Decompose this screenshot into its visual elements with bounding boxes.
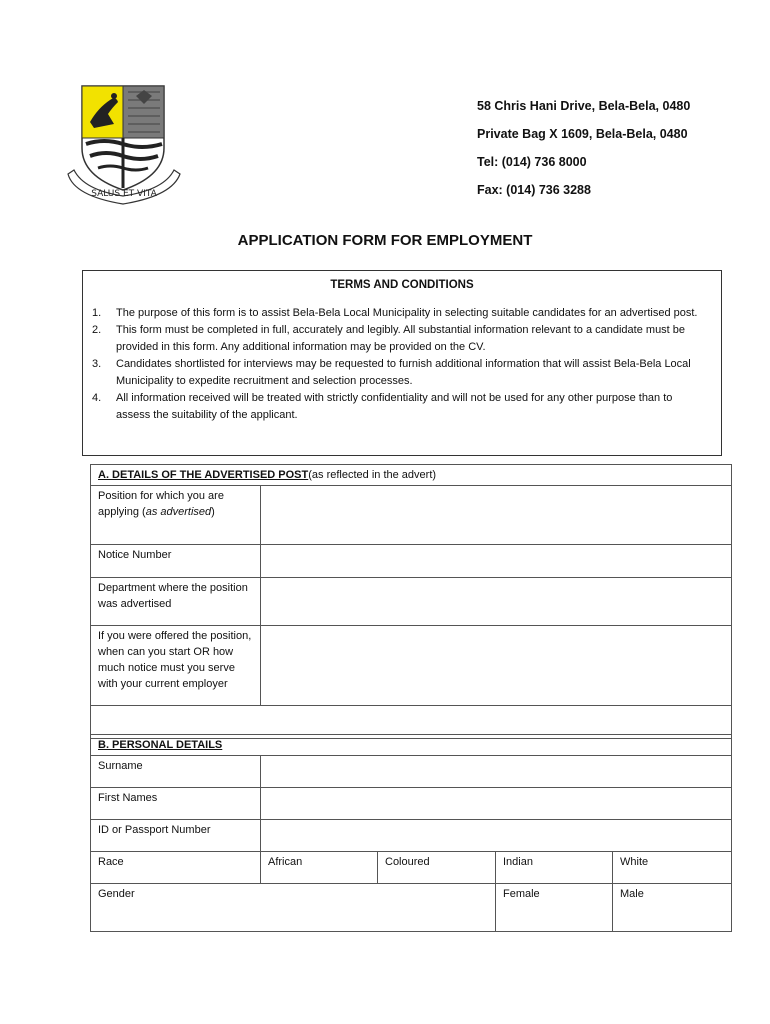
- section-a-heading: A. DETAILS OF THE ADVERTISED POST(as reflected in the advert): [91, 465, 732, 486]
- gender-option-male[interactable]: Male: [613, 884, 732, 932]
- postal-address: Private Bag X 1609, Bela-Bela, 0480: [477, 127, 688, 141]
- terms-item: 4. All information received will be treated with strictly confidentiality and will not be used for any other purpose than to assess the suitability of the applicant.: [92, 392, 673, 421]
- section-b-personal-details: [90, 734, 731, 932]
- department-label: Department where the position was advertised: [91, 578, 261, 626]
- position-input[interactable]: [261, 486, 732, 545]
- gender-option-female[interactable]: Female: [496, 884, 613, 932]
- start-date-label: If you were offered the position, when can you start OR how much notice must you serve with your current employer: [91, 626, 261, 706]
- terms-item: 3. Candidates shortlisted for interviews may be requested to furnish additional information that will assist Bela-Bela Local Municipality to expedite recruitment and selection processes.: [92, 358, 691, 387]
- terms-item: 1. The purpose of this form is to assist Bela-Bela Local Municipality in selecting suitable candidates for an advertised post.: [92, 307, 698, 319]
- section-b-heading: B. PERSONAL DETAILS: [91, 735, 732, 756]
- race-option-coloured[interactable]: Coloured: [378, 852, 496, 884]
- section-a-advertised-post: [90, 464, 731, 739]
- telephone: Tel: (014) 736 8000: [477, 155, 587, 169]
- terms-box: [82, 270, 722, 456]
- terms-item: 2. This form must be completed in full, accurately and legibly. All substantial information relevant to a candidate must be provided in this form. Any additional information may be provided on the CV.: [92, 324, 686, 353]
- crest-motto: SALUS ET VITA: [91, 189, 157, 199]
- race-label: Race: [91, 852, 261, 884]
- gender-label: Gender: [91, 884, 496, 932]
- id-number-input[interactable]: [261, 820, 732, 852]
- race-option-indian[interactable]: Indian: [496, 852, 613, 884]
- surname-input[interactable]: [261, 756, 732, 788]
- address-block: [477, 96, 690, 208]
- race-option-african[interactable]: African: [261, 852, 378, 884]
- surname-label: Surname: [91, 756, 261, 788]
- start-date-input[interactable]: [261, 626, 732, 706]
- race-option-white[interactable]: White: [613, 852, 732, 884]
- first-names-label: First Names: [91, 788, 261, 820]
- notice-number-label: Notice Number: [91, 545, 261, 578]
- page-title: APPLICATION FORM FOR EMPLOYMENT: [237, 232, 533, 249]
- terms-heading: TERMS AND CONDITIONS: [330, 279, 474, 291]
- street-address: 58 Chris Hani Drive, Bela-Bela, 0480: [477, 99, 691, 113]
- id-number-label: ID or Passport Number: [91, 820, 261, 852]
- department-input[interactable]: [261, 578, 732, 626]
- notice-number-input[interactable]: [261, 545, 732, 578]
- position-label: Position for which you are applying (as advertised): [91, 486, 261, 545]
- first-names-input[interactable]: [261, 788, 732, 820]
- fax: Fax: (014) 736 3288: [477, 183, 591, 197]
- municipal-crest-logo: [64, 78, 194, 210]
